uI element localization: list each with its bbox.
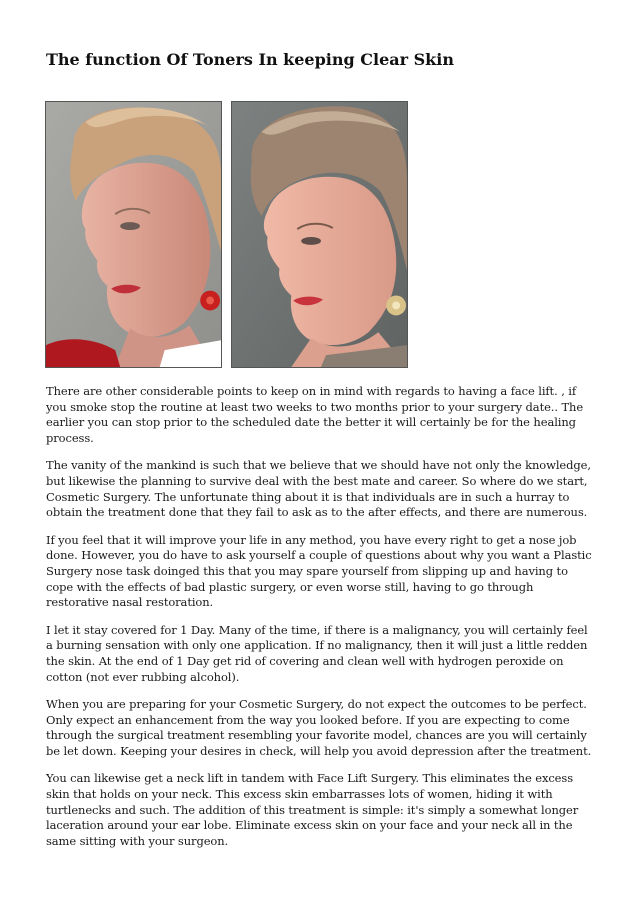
paragraph: There are other considerable points to keep on in mind with regards to having a face lift. , if you smoke stop the routine at least two weeks to two months prior to your surgery date.. The earlier you can stop prior to the scheduled date the better it will certainly be for the healing process.	[46, 384, 584, 445]
after-photo	[231, 101, 408, 368]
paragraph: If you feel that it will improve your life in any method, you have every right to get a nose job done. However, you do have to ask yourself a couple of questions about why you want a Plastic Surgery nose task doinged this that you may spare yourself from slipping up and having to cope with the effects of bad plastic surgery, or even worse still, having to go through restorative nasal restoration.	[46, 532, 592, 610]
paragraph: I let it stay covered for 1 Day. Many of the time, if there is a malignancy, you will certainly feel a burning sensation with only one application. If no malignancy, then it will just a little redden the skin. At the end of 1 Day get rid of covering and clean well with hydrogen peroxide on cotton (not ever rubbing alcohol).	[46, 622, 588, 684]
paragraph: You can likewise get a neck lift in tandem with Face Lift Surgery. This eliminates the excess skin that holds on your neck. This excess skin embarrasses lots of women, hiding it with turtlenecks and such. The addition of this treatment is simple: it's simply a somewhat longer laceration around your ear lobe. Eliminate excess skin on your face and your neck all in the same sitting with your surgeon.	[46, 771, 579, 848]
paragraph: The vanity of the mankind is such that we believe that we should have not only the knowledge, but likewise the planning to survive deal with the best mate and career. So where do we start, Cosmetic Surgery. The unfortunate thing about it is that individuals are in such a hurray to obtain the treatment done that they fail to ask as to the after effects, and there are numerous.	[46, 458, 591, 520]
page-title: The function Of Toners In keeping Clear Skin	[46, 50, 454, 69]
portrait-after-image	[232, 102, 407, 367]
before-photo	[45, 101, 222, 368]
portrait-before-image	[46, 102, 221, 367]
paragraph: When you are preparing for your Cosmetic Surgery, do not expect the outcomes to be perfect. Only expect an enhancement from the way you looked before. If you are expecting to come through the surgical treatment resembling your favorite model, chances are you will certainly be let down. Keeping your desires in check, will help you avoid depression after the treatment.	[46, 697, 592, 758]
article-body	[46, 384, 594, 861]
